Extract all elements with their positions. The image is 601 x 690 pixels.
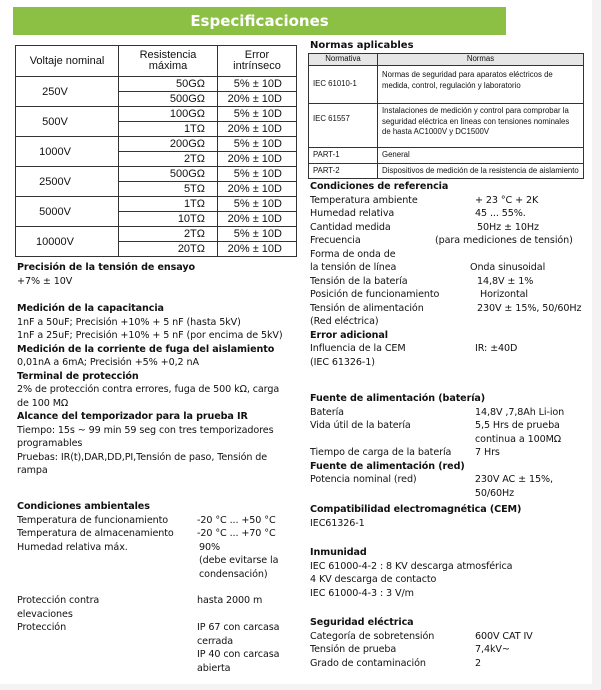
spec-row: [17, 621, 297, 635]
spec-key: Batería: [310, 406, 344, 418]
spec-value: 600V CAT IV: [475, 630, 533, 642]
spec-row: [310, 261, 590, 275]
spec-value: 50Hz ± 10Hz: [477, 221, 539, 233]
spec-key: Frecuencia: [310, 235, 361, 246]
spec-row: [310, 657, 590, 671]
error-cell: 5% ± 10D: [218, 137, 297, 152]
emc-section: [310, 503, 590, 530]
resistance-cell: 500GΩ: [119, 167, 218, 182]
spec-row: [310, 446, 595, 460]
error-cell: 20% ± 10D: [218, 152, 297, 167]
spec-row: [310, 315, 590, 329]
spec-row: [310, 302, 590, 316]
voltage-cell: 2500V: [16, 167, 119, 197]
capacitance-section: [17, 302, 283, 478]
standard-code: PART-2: [309, 163, 378, 179]
spec-key: (IEC 61326-1): [310, 356, 375, 368]
spec-value: -20 °C ... +50 °C: [197, 514, 276, 526]
spec-value: (para mediciones de tensión): [435, 235, 573, 246]
spec-row: [310, 221, 590, 235]
section-value: +7% ± 10V: [17, 275, 73, 287]
section-line: programables: [17, 438, 83, 449]
spec-value: Onda sinusoidal: [470, 262, 546, 273]
spec-row: [310, 419, 595, 433]
section-value: IEC61326-1: [310, 517, 365, 529]
spec-key: Categoría de sobretensión: [310, 630, 435, 642]
standard-code: IEC 61010-1: [309, 66, 378, 104]
section-line: 4 KV descarga de contacto: [310, 574, 437, 585]
spec-value: (debe evitarse la: [199, 555, 279, 566]
error-cell: 20% ± 10D: [218, 212, 297, 227]
spec-key: elevaciones: [17, 608, 73, 620]
table-row: [16, 197, 297, 212]
error-cell: 20% ± 10D: [218, 92, 297, 107]
col-normativa: Normativa: [309, 54, 378, 66]
spec-key: (Red eléctrica): [310, 316, 379, 327]
standard-code: PART-1: [309, 148, 378, 164]
error-cell: 5% ± 10D: [218, 107, 297, 122]
spec-row: [17, 635, 297, 649]
spec-value: Horizontal: [480, 289, 528, 300]
standard-desc: Normas de seguridad para aparatos eléctricos de medida, control, regulación y laboratorio: [378, 66, 584, 104]
test-voltage-precision-section: [17, 261, 195, 288]
spec-row: [17, 568, 297, 582]
error-cell: 20% ± 10D: [218, 122, 297, 137]
spec-value: cerrada: [197, 635, 234, 647]
section-line: IEC 61000-4-2 : 8 KV descarga atmosférica: [310, 560, 513, 572]
spec-key: Temperatura de almacenamiento: [17, 528, 174, 539]
standards-heading: Normas aplicables: [310, 40, 414, 51]
spec-row: [17, 662, 297, 676]
spec-key: Tiempo de carga de la batería: [310, 447, 452, 458]
error-cell: 5% ± 10D: [218, 167, 297, 182]
spec-row: [310, 630, 590, 644]
spec-key: [310, 433, 475, 447]
spec-value: 2: [475, 657, 482, 669]
table-row: [16, 107, 297, 122]
spec-value: IP 40 con carcasa: [197, 649, 280, 660]
spec-row: [310, 275, 590, 289]
section-heading: Inmunidad: [310, 547, 367, 558]
spec-row: [310, 234, 590, 248]
resistance-cell: 20TΩ: [119, 242, 218, 257]
section-line: Pruebas: IR(t),DAR,DD,PI,Tensión de paso, Tensión de: [17, 451, 268, 463]
spec-key: Influencia de la CEM: [310, 343, 406, 354]
col-resistance: Resistencia máxima: [119, 46, 218, 77]
resistance-cell: 50GΩ: [119, 77, 218, 92]
error-cell: 5% ± 10D: [218, 197, 297, 212]
spec-value: 230V ± 15%, 50/60Hz: [477, 302, 582, 314]
section-line: 2% de protección contra errores, fuga de 500 kΩ, carga: [17, 384, 280, 395]
table-row: [16, 77, 297, 92]
spec-key: Posición de funcionamiento: [310, 289, 440, 300]
spec-row: [310, 288, 590, 302]
spec-key: Tensión de prueba: [310, 644, 397, 655]
table-row: [16, 167, 297, 182]
section-heading: Fuente de alimentación (red): [310, 460, 465, 472]
spec-row: [310, 207, 590, 221]
spec-key: Vida útil de la batería: [310, 420, 411, 431]
section-heading: Error adicional: [310, 329, 388, 341]
spec-row: [310, 248, 590, 262]
spec-key: Temperatura ambiente: [310, 194, 418, 206]
spec-value: 45 ... 55%.: [475, 208, 526, 219]
table-header-row: [16, 46, 297, 77]
col-error: Error intrínseco: [218, 46, 297, 77]
section-line: Tiempo: 15s ~ 99 min 59 seg con tres temporizadores: [17, 424, 274, 436]
section-heading: Fuente de alimentación (batería): [310, 393, 486, 404]
table-row: [16, 227, 297, 242]
standard-desc: General: [378, 148, 584, 164]
spec-value: 5,5 Hrs de prueba: [475, 420, 560, 431]
section-heading: Seguridad eléctrica: [310, 617, 414, 628]
section-heading: Precisión de la tensión de ensayo: [17, 262, 195, 273]
spec-key: la tensión de línea: [310, 262, 397, 273]
spec-row: [310, 356, 590, 370]
section-line: IEC 61000-4-3 : 3 V/m: [310, 587, 414, 599]
voltage-cell: 1000V: [16, 137, 119, 167]
standard-desc: Instalaciones de medición y control para comprobar la seguridad eléctrica en líneas con tensiones nominales de hasta AC1000V y DC1500V: [378, 104, 584, 148]
section-heading: Condiciones ambientales: [17, 501, 150, 512]
spec-value: IP 67 con carcasa: [197, 622, 280, 633]
spec-key: Humedad relativa: [310, 208, 395, 219]
spec-row: [310, 643, 590, 657]
spec-value: -20 °C ... +70 °C: [197, 528, 276, 539]
table-row: [309, 163, 584, 179]
error-cell: 20% ± 10D: [218, 182, 297, 197]
section-heading: Compatibilidad electromagnética (CEM): [310, 504, 522, 515]
spec-value: abierta: [197, 662, 231, 674]
spec-row: [310, 406, 595, 420]
environmental-section: [17, 500, 297, 675]
resistance-cell: 500GΩ: [119, 92, 218, 107]
voltage-cell: 10000V: [16, 227, 119, 257]
section-heading: Medición de la capacitancia: [17, 303, 164, 314]
resistance-cell: 100GΩ: [119, 107, 218, 122]
table-row: [16, 137, 297, 152]
section-line: rampa: [17, 465, 48, 476]
error-cell: 5% ± 10D: [218, 227, 297, 242]
spec-key: Potencia nominal (red): [310, 474, 417, 485]
battery-section: [310, 392, 595, 500]
error-cell: 20% ± 10D: [218, 242, 297, 257]
error-cell: 5% ± 10D: [218, 77, 297, 92]
voltage-cell: 500V: [16, 107, 119, 137]
spec-key: Grado de contaminación: [310, 657, 426, 669]
table-row: [309, 104, 584, 148]
table-row: [309, 148, 584, 164]
section-heading: Alcance del temporizador para la prueba IR: [17, 411, 248, 422]
spec-key: Cantidad medida: [310, 221, 391, 233]
section-line: de 100 MΩ: [17, 397, 69, 409]
spec-value: condensación): [199, 568, 268, 580]
table-row: [309, 66, 584, 104]
section-line: 1nF a 50uF; Precisión +10% + 5 nF (hasta 5kV): [17, 316, 241, 328]
resistance-cell: 10TΩ: [119, 212, 218, 227]
col-normas: Normas: [378, 54, 584, 66]
page-margin-bottom: [0, 684, 601, 690]
page-margin-right: [592, 0, 601, 690]
section-heading: Terminal de protección: [17, 370, 139, 382]
spec-row: [310, 433, 595, 447]
spec-row: [17, 514, 297, 528]
voltage-cell: 5000V: [16, 197, 119, 227]
resistance-cell: 200GΩ: [119, 137, 218, 152]
section-line: 1nF a 25uF; Precisión +10% + 5 nF (por encima de 5kV): [17, 330, 283, 341]
spec-value: continua a 100MΩ: [475, 433, 561, 445]
spec-value: 230V AC ± 15%, 50/60Hz: [474, 474, 553, 499]
spec-key: Temperatura de funcionamiento: [17, 514, 169, 526]
resistance-cell: 1TΩ: [119, 122, 218, 137]
spec-value: 90%: [199, 541, 221, 553]
resistance-cell: 5TΩ: [119, 182, 218, 197]
spec-key: Tensión de alimentación: [310, 302, 424, 314]
spec-row: [17, 541, 297, 555]
table-header-row: [309, 54, 584, 66]
spec-value: 14,8V ± 1%: [477, 275, 534, 287]
section-heading: Condiciones de referencia: [310, 181, 449, 192]
spec-row: [17, 648, 297, 662]
spec-row: [17, 554, 297, 568]
immunity-section: [310, 546, 590, 600]
standards-table: [308, 53, 584, 179]
standard-code: IEC 61557: [309, 104, 378, 148]
spec-row: [310, 342, 590, 356]
spec-value: 7 Hrs: [475, 447, 500, 458]
spec-value: IR: ±40D: [475, 343, 518, 354]
spec-row: [17, 594, 297, 608]
section-heading: Medición de la corriente de fuga del aislamiento: [17, 343, 275, 355]
voltage-cell: 250V: [16, 77, 119, 107]
spec-value: hasta 2000 m: [197, 595, 263, 606]
electrical-safety-section: [310, 616, 590, 670]
spec-row: [310, 473, 595, 500]
col-voltage: Voltaje nominal: [16, 46, 119, 77]
specifications-banner: Especificaciones: [13, 7, 506, 35]
spec-key: Protección contra: [17, 595, 100, 606]
spec-key: Humedad relativa máx.: [17, 541, 128, 553]
spec-row: [310, 194, 590, 208]
reference-conditions-section: [310, 180, 590, 369]
section-value: 0,01nA a 6mA; Precisión +5% +0,2 nA: [17, 357, 199, 368]
spec-row: [17, 608, 297, 622]
spec-key: Forma de onda de: [310, 248, 396, 260]
spec-value: 14,8V ,7,8Ah Li-ion: [475, 406, 565, 418]
resistance-table: [15, 45, 297, 257]
spec-value: 7,4kV~: [475, 644, 510, 655]
resistance-cell: 1TΩ: [119, 197, 218, 212]
standard-desc: Dispositivos de medición de la resistencia de aislamiento: [378, 163, 584, 179]
spec-key: Tensión de la batería: [310, 275, 408, 287]
spec-value: + 23 °C + 2K: [475, 194, 539, 206]
resistance-cell: 2TΩ: [119, 227, 218, 242]
spec-key: Protección: [17, 622, 67, 633]
resistance-cell: 2TΩ: [119, 152, 218, 167]
spec-row: [17, 527, 297, 541]
